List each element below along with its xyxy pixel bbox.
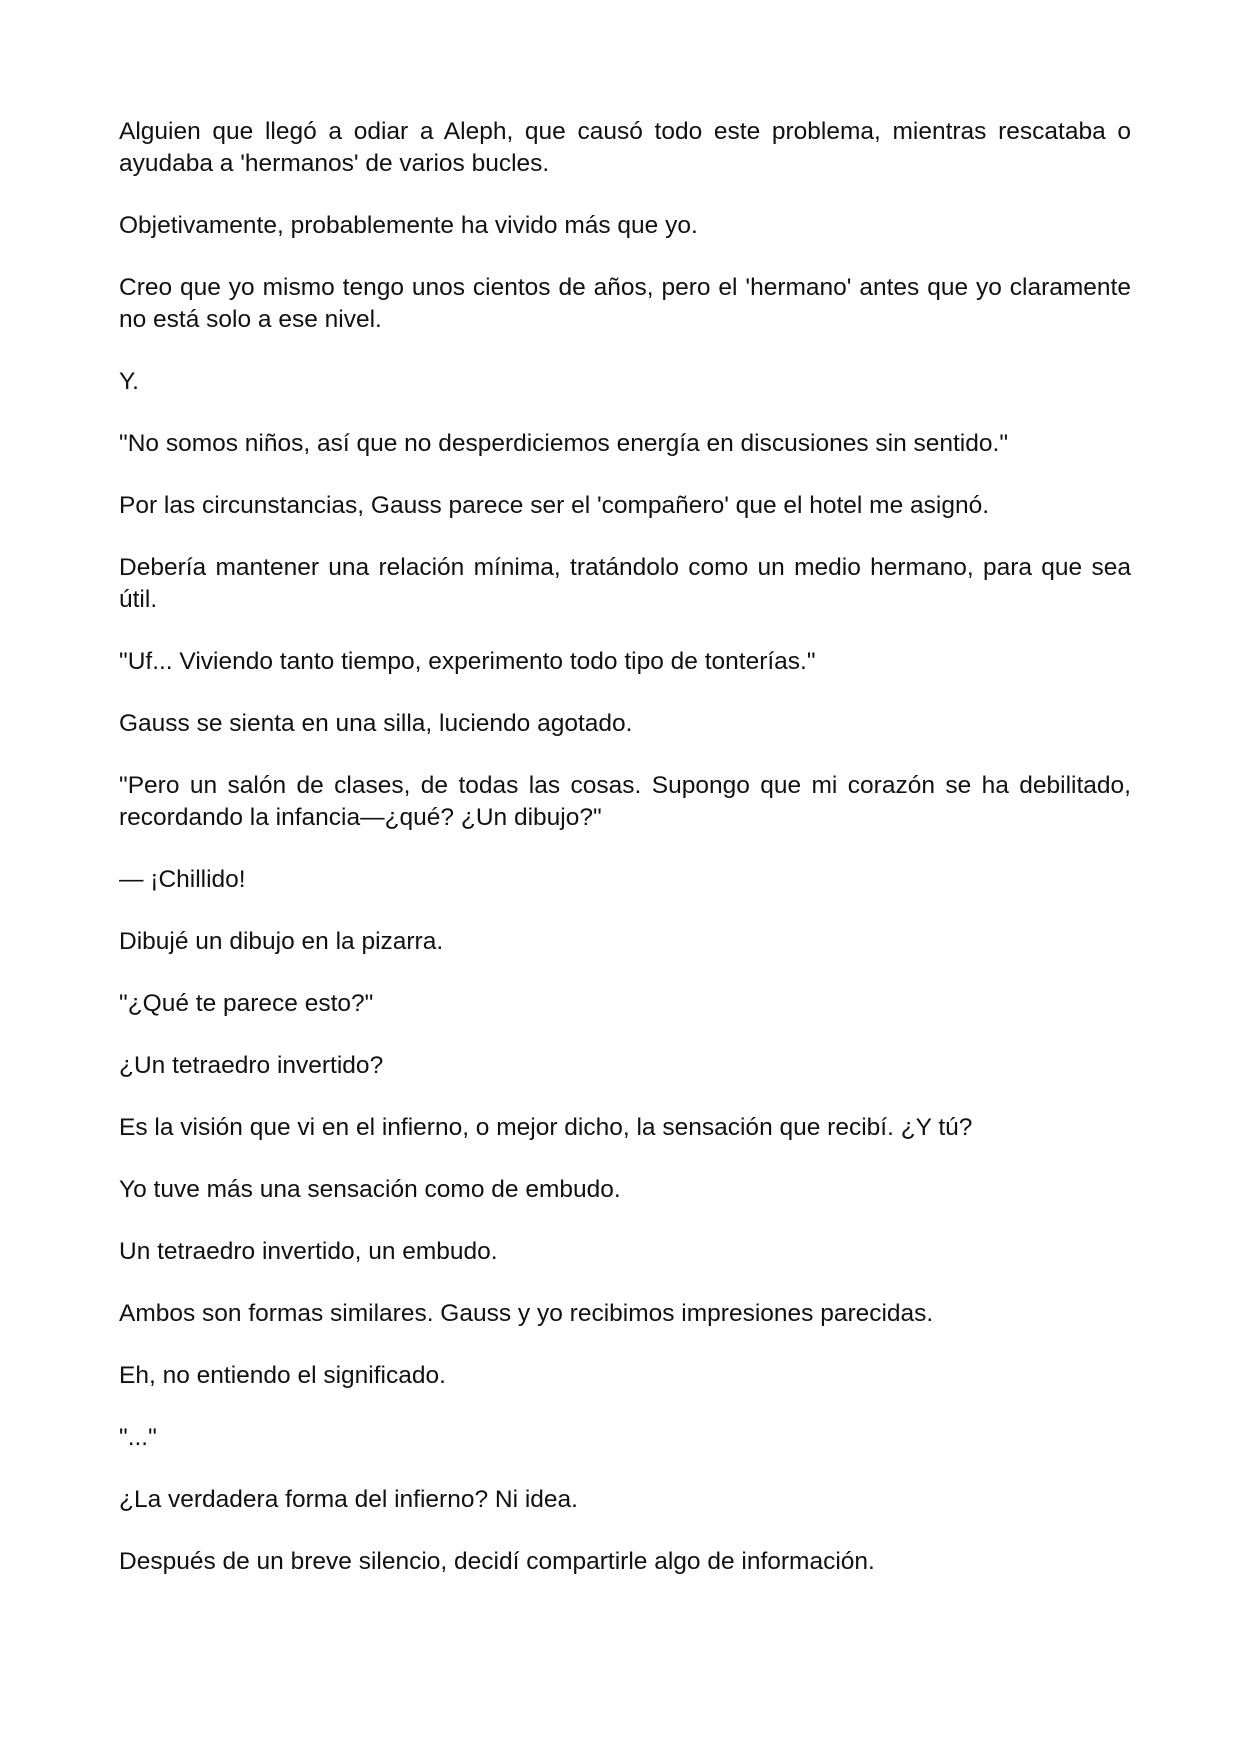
paragraph-1: Alguien que llegó a odiar a Aleph, que causó todo este problema, mientras rescataba o ayudaba a 'hermanos' de varios bucles.	[119, 118, 1131, 177]
paragraph-7: Debería mantener una relación mínima, tratándolo como un medio hermano, para que sea útil.	[119, 554, 1131, 613]
paragraph-22: Después de un breve silencio, decidí compartirle algo de información.	[119, 1548, 875, 1575]
paragraph-17: Un tetraedro invertido, un embudo.	[119, 1238, 498, 1265]
document-page	[119, 116, 1131, 1608]
paragraph-21: ¿La verdadera forma del infierno? Ni idea.	[119, 1486, 578, 1513]
paragraph-5: "No somos niños, así que no desperdiciemos energía en discusiones sin sentido."	[119, 430, 1009, 457]
paragraph-13: "¿Qué te parece esto?"	[119, 990, 374, 1017]
paragraph-14: ¿Un tetraedro invertido?	[119, 1052, 384, 1079]
paragraph-16: Yo tuve más una sensación como de embudo.	[119, 1176, 621, 1203]
paragraph-3: Creo que yo mismo tengo unos cientos de años, pero el 'hermano' antes que yo claramente no está solo a ese nivel.	[119, 274, 1131, 333]
paragraph-19: Eh, no entiendo el significado.	[119, 1362, 446, 1389]
paragraph-15: Es la visión que vi en el infierno, o mejor dicho, la sensación que recibí. ¿Y tú?	[119, 1114, 973, 1141]
paragraph-18: Ambos son formas similares. Gauss y yo recibimos impresiones parecidas.	[119, 1300, 934, 1327]
paragraph-2: Objetivamente, probablemente ha vivido más que yo.	[119, 212, 698, 239]
paragraph-4: Y.	[119, 368, 139, 395]
paragraph-8: "Uf... Viviendo tanto tiempo, experimento todo tipo de tonterías."	[119, 648, 816, 675]
paragraph-20: "..."	[119, 1424, 157, 1451]
paragraph-12: Dibujé un dibujo en la pizarra.	[119, 928, 444, 955]
paragraph-9: Gauss se sienta en una silla, luciendo agotado.	[119, 710, 633, 737]
paragraph-10: "Pero un salón de clases, de todas las cosas. Supongo que mi corazón se ha debilitado, recordando la infancia—¿qué? ¿Un dibujo?"	[119, 772, 1131, 831]
paragraph-11: — ¡Chillido!	[119, 866, 246, 893]
paragraph-6: Por las circunstancias, Gauss parece ser el 'compañero' que el hotel me asignó.	[119, 492, 990, 519]
